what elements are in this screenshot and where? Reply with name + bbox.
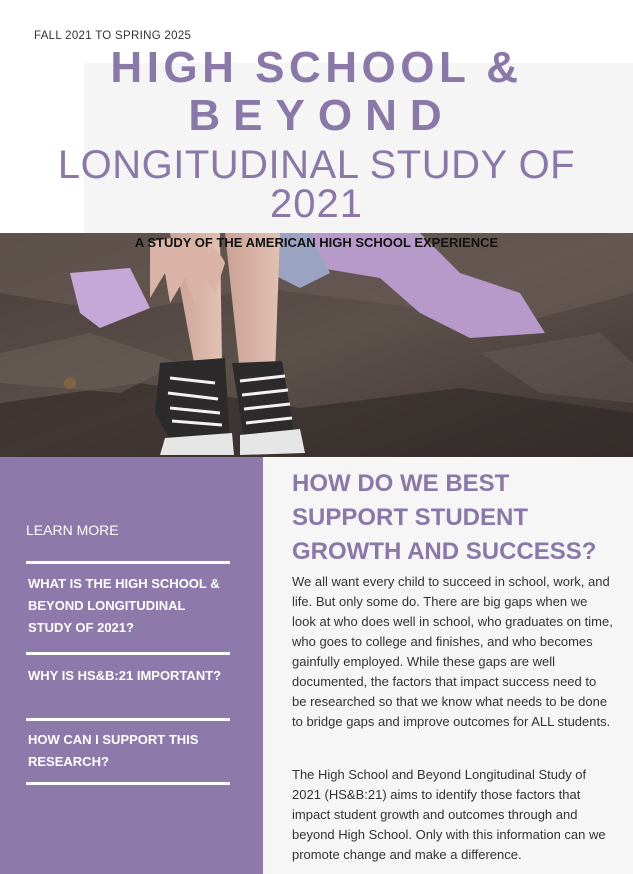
page-subtitle: A STUDY OF THE AMERICAN HIGH SCHOOL EXPERIENCE (134, 235, 499, 250)
sidebar-link-how-support[interactable]: HOW CAN I SUPPORT THIS RESEARCH? (28, 732, 199, 769)
sidebar-link-what-is-study[interactable]: WHAT IS THE HIGH SCHOOL & BEYOND LONGITUDINAL STUDY OF 2021? (28, 576, 220, 635)
hero-photo (0, 233, 633, 457)
section-heading: HOW DO WE BEST SUPPORT STUDENT GROWTH AND SUCCESS? (292, 470, 597, 565)
sidebar-link-why-important[interactable]: WHY IS HS&B:21 IMPORTANT? (28, 668, 222, 683)
body-paragraph-2: The High School and Beyond Longitudinal Study of 2021 (HS&B:21) aims to identify those factors that impact student growth and outcomes through and beyond High School. Only with this information can we promote change and make a difference. (292, 767, 606, 862)
date-range: FALL 2021 TO SPRING 2025 (34, 30, 192, 42)
sidebar-divider (26, 561, 230, 564)
page-title-line-1: HIGH SCHOOL & (110, 43, 523, 92)
page-title-line-4: 2021 (270, 182, 363, 226)
sidebar-divider (26, 782, 230, 785)
sidebar (0, 457, 263, 874)
body-paragraph-1: We all want every child to succeed in school, work, and life. But only some do. There are big gaps when we look at who does well in school, who graduates on time, who goes to college and finishes, and who becomes gainfully employed. While these gaps are well documented, the factors that impact success need to be researched so that we know what needs to be done to bridge gaps and improve outcomes for ALL students. (292, 574, 613, 729)
sidebar-heading: LEARN MORE (26, 522, 119, 538)
sidebar-divider (26, 652, 230, 655)
sidebar-divider (26, 718, 230, 721)
page-title-line-2: BEYOND (188, 91, 455, 140)
page-title-line-3: LONGITUDINAL STUDY OF (57, 143, 576, 187)
main-content (263, 457, 633, 874)
